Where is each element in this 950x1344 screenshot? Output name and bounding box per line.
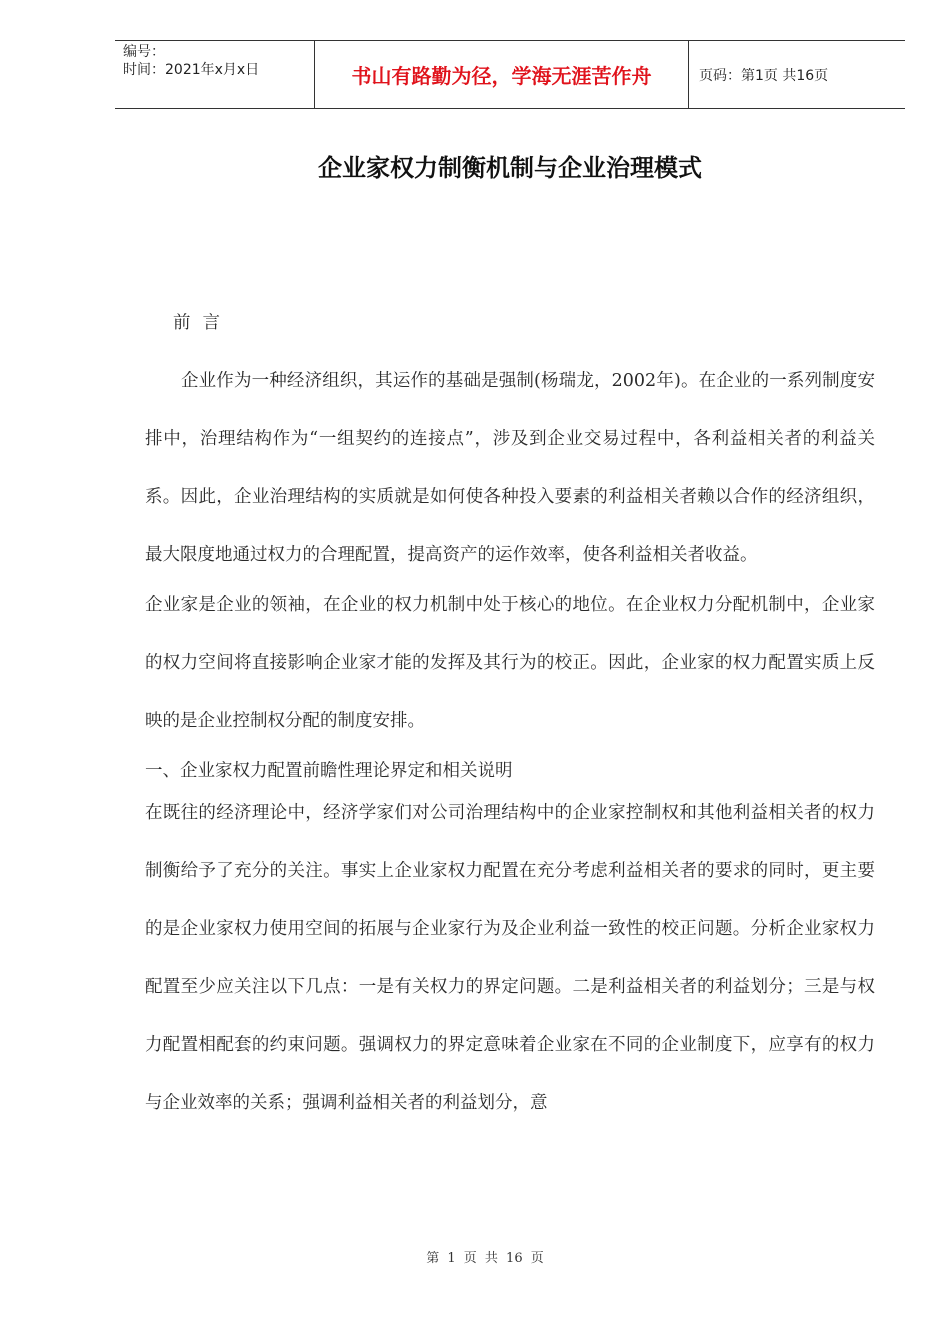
- paragraph-3: 在既往的经济理论中，经济学家们对公司治理结构中的企业家控制权和其他利益相关者的权力制衡给予了充分的关注。事实上企业家权力配置在充分考虑利益相关者的要求的同时，更主要的是企业家权力使用空间的拓展与企业家行为及企业利益一致性的校正问题。分析企业家权力配置至少应关注以下几点：一是有关权力的界定问题。二是利益相关者的利益划分；三是与权力配置相配套的约束问题。强调权力的界定意味着企业家在不同的企业制度下，应享有的权力与企业效率的关系；强调利益相关者的利益划分，意: [145, 803, 875, 1113]
- page-header: [115, 40, 905, 109]
- serial-number-label: 编号：: [123, 44, 165, 60]
- section-heading-1: 一、企业家权力配置前瞻性理论界定和相关说明: [145, 761, 513, 781]
- paragraph-1: 企业作为一种经济组织，其运作的基础是强制(杨瑞龙，2002年)。在企业的一系列制度安排中，治理结构作为“一组契约的连接点”，涉及到企业交易过程中，各利益相关者的利益关系。因此，企业治理结构的实质就是如何使各种投入要素的利益相关者赖以合作的经济组织，最大限度地通过权力的合理配置，提高资产的运作效率，使各利益相关者收益。: [145, 371, 875, 565]
- document-body: [145, 304, 875, 1132]
- header-page-info: [689, 41, 905, 108]
- header-meta-cell: [115, 41, 315, 108]
- time-label: 时间：2021年x月x日: [123, 62, 260, 78]
- page-footer: 第 1 页 共 16 页: [426, 1251, 544, 1266]
- header-motto: [315, 41, 689, 108]
- document-title: 企业家权力制衡机制与企业治理模式: [318, 154, 702, 182]
- paragraph-2: 企业家是企业的领袖，在企业的权力机制中处于核心的地位。在企业权力分配机制中，企业家的权力空间将直接影响企业家才能的发挥及其行为的校正。因此，企业家的权力配置实质上反映的是企业控制权分配的制度安排。: [145, 595, 875, 731]
- page-info-text: 页码：第1页 共16页: [699, 67, 829, 84]
- motto-text: 书山有路勤为径，学海无涯苦作舟: [351, 64, 652, 88]
- preface-heading: 前言: [173, 313, 232, 333]
